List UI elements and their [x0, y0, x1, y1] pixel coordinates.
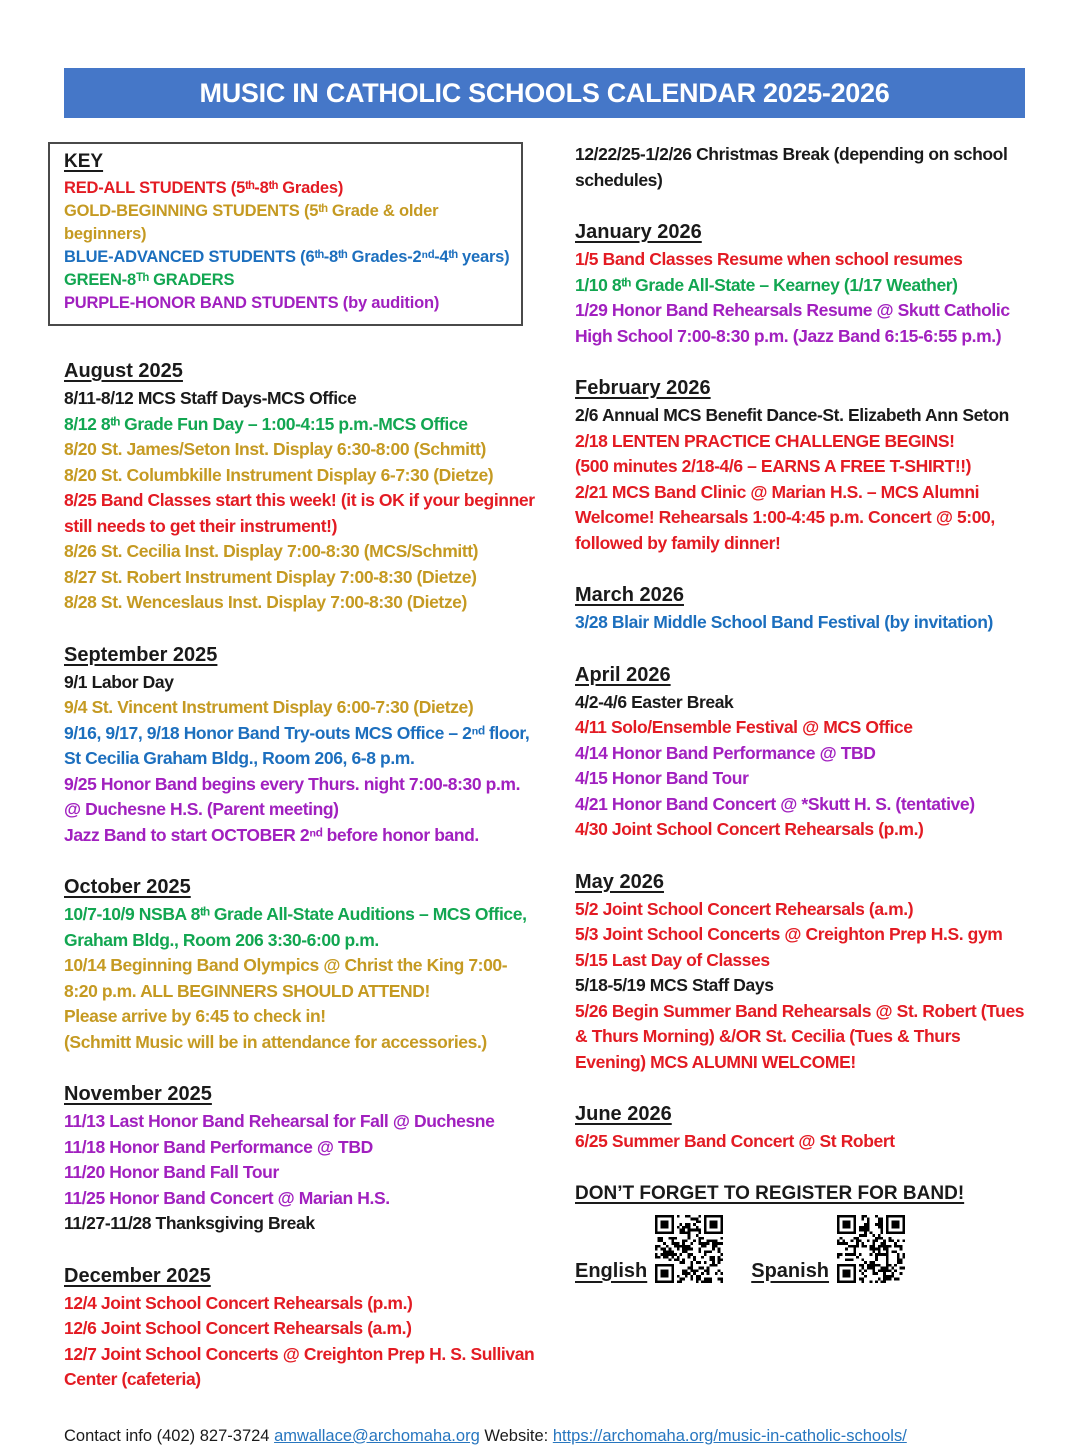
month-section — [64, 358, 539, 616]
event-line: 4/21 Honor Band Concert @ *Skutt H. S. (tentative) — [575, 793, 975, 814]
month-section — [64, 1263, 539, 1393]
event-line: 6/25 Summer Band Concert @ St Robert — [575, 1131, 895, 1151]
key-title: KEY — [64, 151, 104, 172]
qr-code-english — [655, 1215, 723, 1283]
right-sections — [575, 142, 1025, 1155]
event-line: 9/16, 9/17, 9/18 Honor Band Try-outs MCS Office – 2ⁿᵈ floor, St Cecilia Graham Bldg., Room 206, 6-8 p.m. — [64, 722, 530, 768]
event-line: 12/4 Joint School Concert Rehearsals (p.m.) — [64, 1292, 413, 1313]
month-section — [64, 874, 539, 1055]
event-line: 2/6 Annual MCS Benefit Dance-St. Elizabeth Ann Seton — [575, 405, 1009, 425]
event-line: 8/20 St. Columbkille Instrument Display 6-7:30 (Dietze) — [64, 464, 494, 485]
event-line: 8/11-8/12 MCS Staff Days-MCS Office — [64, 388, 357, 408]
event-line: 4/2-4/6 Easter Break — [575, 691, 734, 712]
event-line: 5/15 Last Day of Classes — [575, 949, 770, 970]
month-section — [575, 1101, 1025, 1155]
key-item: RED-ALL STUDENTS (5ᵗʰ-8ᵗʰ Grades) — [64, 179, 344, 197]
month-heading: November 2025 — [64, 1083, 212, 1105]
event-line: 8/20 St. James/Seton Inst. Display 6:30-8:00 (Schmitt) — [64, 439, 486, 459]
event-line: 8/12 8ᵗʰ Grade Fun Day – 1:00-4:15 p.m.-MCS Office — [64, 413, 468, 434]
month-section — [575, 582, 1025, 636]
event-line: 8/26 St. Cecilia Inst. Display 7:00-8:30 (MCS/Schmitt) — [64, 541, 479, 561]
key-box — [48, 142, 523, 326]
event-line: 11/25 Honor Band Concert @ Marian H.S. — [64, 1187, 390, 1208]
month-heading: March 2026 — [575, 584, 684, 606]
key-item: BLUE-ADVANCED STUDENTS (6ᵗʰ-8ᵗʰ Grades-2ⁿᵈ-4ᵗʰ years) — [64, 248, 510, 266]
event-line: 12/22/25-1/2/26 Christmas Break (depending on school schedules) — [575, 144, 1008, 190]
event-line: 4/11 Solo/Ensemble Festival @ MCS Office — [575, 717, 913, 737]
month-heading: December 2025 — [64, 1264, 211, 1287]
month-heading: February 2026 — [575, 377, 711, 399]
left-sections — [64, 358, 539, 1393]
event-line: 4/15 Honor Band Tour — [575, 768, 749, 788]
event-line: 11/27-11/28 Thanksgiving Break — [64, 1213, 315, 1233]
event-line: 8/25 Band Classes start this week! (it is OK if your beginner still needs to get their instrument!) — [64, 490, 535, 536]
event-line: 2/18 LENTEN PRACTICE CHALLENGE BEGINS! — [575, 430, 955, 451]
event-line: 8/27 St. Robert Instrument Display 7:00-8:30 (Dietze) — [64, 566, 477, 587]
event-line: 3/28 Blair Middle School Band Festival (by invitation) — [575, 612, 993, 632]
month-section — [575, 375, 1025, 556]
email-link[interactable]: amwallace@archomaha.org — [274, 1426, 480, 1445]
event-line: 11/18 Honor Band Performance @ TBD — [64, 1136, 373, 1157]
event-line: 4/14 Honor Band Performance @ TBD — [575, 742, 876, 763]
right-column — [575, 142, 1025, 1419]
month-heading: April 2026 — [575, 663, 671, 686]
event-line: 12/7 Joint School Concerts @ Creighton Prep H. S. Sullivan Center (cafeteria) — [64, 1343, 535, 1389]
page-title: MUSIC IN CATHOLIC SCHOOLS CALENDAR 2025-2026 — [199, 77, 890, 108]
month-heading: June 2026 — [575, 1103, 672, 1125]
event-line: 2/21 MCS Band Clinic @ Marian H.S. – MCS Alumni Welcome! Rehearsals 1:00-4:45 p.m. Concert @ 5:00, followed by family dinner! — [575, 481, 995, 553]
two-column-content — [64, 142, 1025, 1419]
contact-info-text: Contact info (402) 827-3724 — [64, 1426, 275, 1445]
footer — [64, 1425, 1025, 1447]
event-line: 5/3 Joint School Concerts @ Creighton Prep H.S. gym — [575, 924, 1003, 944]
event-line: (500 minutes 2/18-4/6 – EARNS A FREE T-SHIRT!!) — [575, 456, 972, 476]
month-heading: May 2026 — [575, 870, 664, 893]
event-line: 9/1 Labor Day — [64, 671, 174, 692]
website-label: Website: — [479, 1426, 553, 1445]
month-section — [64, 642, 539, 849]
event-line: 10/7-10/9 NSBA 8ᵗʰ Grade All-State Auditions – MCS Office, Graham Bldg., Room 206 3:30-6:00 p.m. — [64, 904, 527, 950]
event-line: Please arrive by 6:45 to check in! — [64, 1006, 326, 1026]
event-line: (Schmitt Music will be in attendance for accessories.) — [64, 1031, 487, 1052]
month-section — [64, 1081, 539, 1237]
key-items — [64, 177, 511, 315]
qr-code-spanish — [837, 1215, 905, 1283]
month-heading: August 2025 — [64, 360, 183, 382]
event-line: 1/10 8ᵗʰ Grade All-State – Kearney (1/17 Weather) — [575, 274, 958, 295]
event-line: 8/28 St. Wenceslaus Inst. Display 7:00-8:30 (Dietze) — [64, 592, 467, 612]
event-line: 5/18-5/19 MCS Staff Days — [575, 975, 774, 995]
event-line: 11/20 Honor Band Fall Tour — [64, 1162, 279, 1182]
website-link[interactable]: https://archomaha.org/music-in-catholic-schools/ — [552, 1426, 907, 1445]
event-line: 5/26 Begin Summer Band Rehearsals @ St. Robert (Tues & Thurs Morning) &/OR St. Cecilia (Tues & Thurs Evening) MCS ALUMNI WELCOME! — [575, 1000, 1025, 1072]
event-line: 9/4 St. Vincent Instrument Display 6:00-7:30 (Dietze) — [64, 697, 474, 717]
month-heading: January 2026 — [575, 221, 702, 243]
event-line: 10/14 Beginning Band Olympics @ Christ the King 7:00-8:20 p.m. ALL BEGINNERS SHOULD ATTEND! — [64, 955, 508, 1001]
event-line: 1/29 Honor Band Rehearsals Resume @ Skutt Catholic High School 7:00-8:30 p.m. (Jazz Band 6:15-6:55 p.m.) — [575, 300, 1010, 346]
qr-label-spanish: Spanish — [751, 1259, 830, 1282]
event-line: 12/6 Joint School Concert Rehearsals (a.m.) — [64, 1318, 412, 1338]
qr-label-english: English — [575, 1259, 648, 1282]
event-line: 1/5 Band Classes Resume when school resumes — [575, 249, 963, 269]
left-column — [64, 142, 539, 1419]
event-line: 11/13 Last Honor Band Rehearsal for Fall @ Duchesne — [64, 1111, 495, 1131]
month-section — [575, 219, 1025, 349]
month-section — [575, 662, 1025, 843]
title-banner — [64, 68, 1025, 118]
event-line: Jazz Band to start OCTOBER 2ⁿᵈ before honor band. — [64, 824, 479, 845]
month-section — [575, 142, 1025, 193]
qr-row — [575, 1215, 1025, 1283]
event-line: 9/25 Honor Band begins every Thurs. night 7:00-8:30 p.m. @ Duchesne H.S. (Parent meeting) — [64, 773, 521, 819]
month-section — [575, 869, 1025, 1076]
register-heading: DON’T FORGET TO REGISTER FOR BAND! — [575, 1182, 965, 1204]
key-item: PURPLE-HONOR BAND STUDENTS (by audition) — [64, 294, 440, 312]
event-line: 4/30 Joint School Concert Rehearsals (p.m.) — [575, 819, 924, 839]
event-line: 5/2 Joint School Concert Rehearsals (a.m.) — [575, 898, 914, 919]
month-heading: September 2025 — [64, 643, 218, 666]
key-item: GOLD-BEGINNING STUDENTS (5ᵗʰ Grade & older beginners) — [64, 202, 439, 243]
key-item: GREEN-8ᵀʰ GRADERS — [64, 271, 235, 289]
month-heading: October 2025 — [64, 876, 191, 898]
